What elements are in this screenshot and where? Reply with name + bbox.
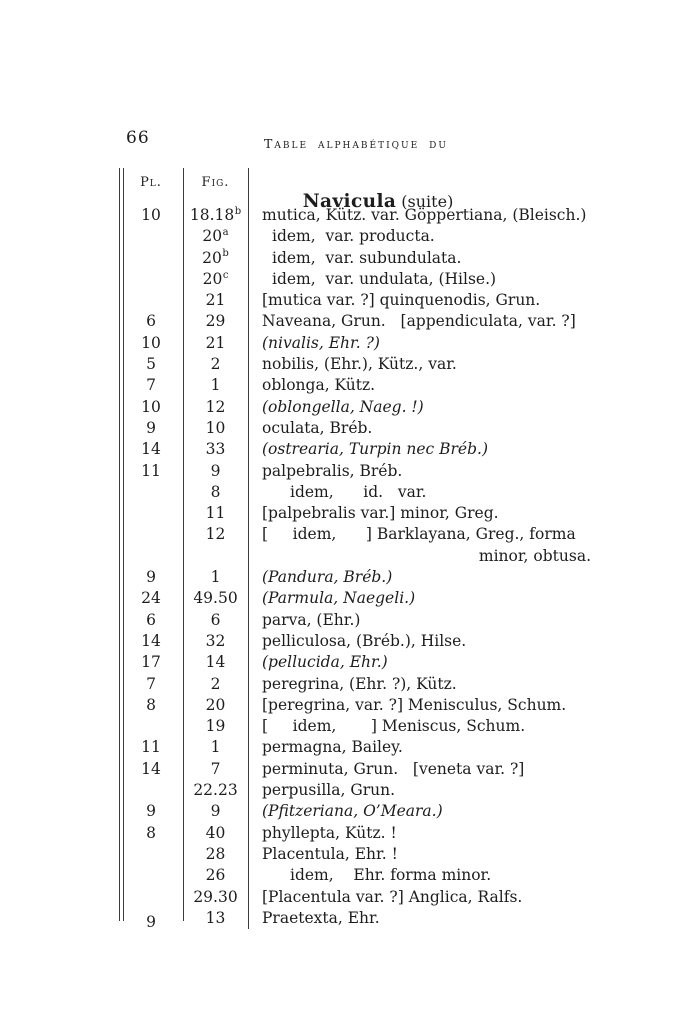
- table-row: [119, 461, 593, 482]
- pl-cell: [119, 269, 183, 290]
- table-row: [119, 354, 593, 375]
- fig-superscript: b: [222, 248, 229, 260]
- entry-cell: [248, 588, 593, 609]
- fig-cell: 7: [210, 759, 221, 778]
- table-row: [119, 759, 593, 780]
- pl-cell: [119, 524, 183, 545]
- fig-cell: 2: [210, 355, 221, 374]
- entry-text: palpebralis, Bréb.: [262, 461, 403, 480]
- table-row: [119, 610, 593, 631]
- entry-cell: [248, 908, 593, 929]
- fig-cell: 49.50: [193, 589, 238, 608]
- fig-cell: 6: [210, 610, 221, 629]
- entry-text: pelliculosa, (Bréb.), Hilse.: [262, 631, 467, 650]
- pl-cell: 9: [146, 418, 156, 437]
- entry-cell: [248, 716, 593, 737]
- entry-text: idem, var. producta.: [272, 227, 435, 246]
- table-row: [119, 567, 593, 588]
- table-row: [119, 674, 593, 695]
- pl-cell: [119, 226, 183, 247]
- column-header-pl: Pl.: [140, 175, 162, 190]
- table-row: [119, 631, 593, 652]
- fig-cell: 33: [205, 440, 226, 459]
- table-row: [119, 333, 593, 354]
- fig-cell: 20$^c$: [202, 269, 229, 288]
- table-row: [119, 801, 593, 822]
- fig-cell: 1: [210, 376, 221, 395]
- pl-cell: [119, 248, 183, 269]
- fig-cell: 26: [205, 866, 226, 885]
- fig-cell: 11: [205, 504, 226, 523]
- entry-text: [ idem, ] Barklayana, Greg., forma: [262, 525, 576, 544]
- pl-cell: 14: [141, 440, 161, 459]
- entry-cell: [248, 503, 593, 524]
- table-row: [119, 780, 593, 801]
- entry-cell: [248, 375, 593, 396]
- fig-cell: 29.30: [193, 887, 238, 906]
- table-body: [119, 205, 593, 929]
- pl-cell: [119, 503, 183, 524]
- entry-cell: [248, 674, 593, 695]
- fig-cell: 8: [210, 482, 221, 501]
- entry-cell: [248, 311, 593, 332]
- entry-text: (Pfitzeriana, O’Meara.): [262, 802, 443, 821]
- entry-cell: [248, 737, 593, 758]
- table-row: [119, 887, 593, 908]
- pl-cell: [119, 546, 183, 567]
- fig-cell: 21: [205, 333, 226, 352]
- pl-cell: 7: [146, 674, 156, 693]
- entry-cell: [248, 248, 593, 269]
- fig-cell: 14: [205, 653, 226, 672]
- pl-cell: 6: [146, 312, 156, 331]
- fig-cell: 1: [210, 738, 221, 757]
- running-header: Table alphabétique du: [264, 136, 448, 151]
- table-row: [119, 524, 593, 545]
- table-title: [248, 172, 593, 212]
- pl-cell: 7: [146, 376, 156, 395]
- table-row: [119, 375, 593, 396]
- table-row: [119, 844, 593, 865]
- pl-fig-divider-rule: [183, 168, 184, 921]
- fig-cell: 21: [205, 291, 226, 310]
- genus-title: Navicula: [302, 191, 397, 212]
- fig-superscript: a: [222, 227, 229, 239]
- entry-text: [ idem, ] Meniscus, Schum.: [262, 717, 526, 736]
- entry-text: [peregrina, var. ?] Menisculus, Schum.: [262, 695, 567, 714]
- fig-cell: 20: [205, 695, 226, 714]
- entry-cell: [248, 546, 593, 567]
- table-row: [119, 397, 593, 418]
- entry-cell: [248, 354, 593, 375]
- entry-cell: [248, 439, 593, 460]
- pl-cell: 11: [141, 461, 161, 480]
- fig-cell: 19: [205, 717, 226, 736]
- entry-text: (pellucida, Ehr.): [262, 653, 388, 672]
- entry-cell: [248, 823, 593, 844]
- table-row: [119, 737, 593, 758]
- entry-text: idem, var. undulata, (Hilse.): [272, 269, 497, 288]
- entry-text: Naveana, Grun. [appendiculata, var. ?]: [262, 312, 576, 331]
- pl-cell: 10: [141, 397, 161, 416]
- table-row: [119, 439, 593, 460]
- fig-cell: 13: [205, 908, 226, 927]
- table-row: [119, 226, 593, 247]
- pl-cell: [119, 780, 183, 801]
- entry-cell: [248, 205, 593, 226]
- entry-text: Praetexta, Ehr.: [262, 908, 380, 927]
- pl-cell: [119, 716, 183, 737]
- table-row: [119, 823, 593, 844]
- entry-text: permagna, Bailey.: [262, 738, 403, 757]
- index-table: [119, 168, 593, 929]
- entry-text: [palpebralis var.] minor, Greg.: [262, 504, 499, 523]
- entry-cell: [248, 695, 593, 716]
- entry-cell: [248, 759, 593, 780]
- table-left-double-rule: [119, 168, 124, 921]
- fig-cell: 20$^a$: [202, 227, 229, 246]
- table-row: [119, 652, 593, 673]
- pl-cell: [119, 482, 183, 503]
- entry-cell: [248, 844, 593, 865]
- pl-cell: 8: [146, 823, 156, 842]
- entry-cell: [248, 461, 593, 482]
- pl-cell: 8: [146, 695, 156, 714]
- entry-text: parva, (Ehr.): [262, 610, 361, 629]
- entry-cell: [248, 865, 593, 886]
- pl-cell: 14: [141, 631, 161, 650]
- entry-text: [Placentula var. ?] Anglica, Ralfs.: [262, 887, 523, 906]
- fig-cell: 28: [205, 844, 226, 863]
- entry-text: nobilis, (Ehr.), Kütz., var.: [262, 355, 457, 374]
- entry-continuation-text: minor, obtusa.: [478, 546, 591, 565]
- fig-cell: 32: [205, 631, 226, 650]
- pl-cell: [119, 887, 183, 908]
- table-row: [119, 716, 593, 737]
- entry-cell: [248, 610, 593, 631]
- entry-text: perminuta, Grun. [veneta var. ?]: [262, 759, 525, 778]
- fig-cell: 12: [205, 525, 226, 544]
- pl-cell: 24: [141, 589, 161, 608]
- entry-cell: [248, 524, 593, 545]
- fig-cell: 22.23: [193, 781, 238, 800]
- genus-title-suffix: (suite): [401, 192, 454, 211]
- table-row: [119, 865, 593, 886]
- fig-cell: 2: [210, 674, 221, 693]
- pl-cell: 14: [141, 759, 161, 778]
- fig-superscript: c: [222, 269, 229, 281]
- entry-cell: [248, 397, 593, 418]
- table-row: [119, 695, 593, 716]
- entry-cell: [248, 290, 593, 311]
- table-row: [119, 588, 593, 609]
- entry-text: Placentula, Ehr. !: [262, 844, 398, 863]
- table-row: [119, 908, 593, 929]
- entry-text: perpusilla, Grun.: [262, 781, 396, 800]
- entry-text: (Pandura, Bréb.): [262, 568, 393, 587]
- entry-text: oculata, Bréb.: [262, 418, 373, 437]
- pl-cell: 9: [146, 912, 156, 931]
- pl-cell: 10: [141, 333, 161, 352]
- fig-cell: 12: [205, 397, 226, 416]
- entry-text: phyllepta, Kütz. !: [262, 823, 397, 842]
- table-row: [119, 269, 593, 290]
- table-header-row: [119, 168, 593, 212]
- fig-entry-divider-rule: [248, 168, 249, 929]
- pl-cell: 10: [141, 206, 161, 224]
- table-row: [119, 503, 593, 524]
- pl-cell: 9: [146, 802, 156, 821]
- entry-cell: [248, 887, 593, 908]
- fig-cell: 20$^b$: [202, 248, 229, 267]
- page-number: 66: [126, 128, 150, 148]
- entry-text: oblonga, Kütz.: [262, 376, 376, 395]
- pl-cell: 6: [146, 610, 156, 629]
- table-row: [119, 205, 593, 226]
- table-row: [119, 311, 593, 332]
- entry-text: idem, id. var.: [290, 482, 427, 501]
- pl-cell: 17: [141, 653, 161, 672]
- entry-text: (nivalis, Ehr. ?): [262, 333, 380, 352]
- entry-cell: [248, 652, 593, 673]
- pl-cell: [119, 865, 183, 886]
- pl-cell: 9: [146, 568, 156, 587]
- entry-text: (oblongella, Naeg. !): [262, 397, 424, 416]
- entry-text: (Parmula, Naegeli.): [262, 589, 416, 608]
- fig-superscript: b: [234, 205, 242, 217]
- pl-cell: [119, 844, 183, 865]
- entry-cell: [248, 567, 593, 588]
- fig-cell: 10: [205, 418, 226, 437]
- table-row-continuation: [119, 546, 593, 567]
- fig-cell: 29: [205, 312, 226, 331]
- pl-cell: [119, 290, 183, 311]
- entry-cell: [248, 482, 593, 503]
- entry-text: peregrina, (Ehr. ?), Kütz.: [262, 674, 457, 693]
- entry-cell: [248, 801, 593, 822]
- table-row: [119, 290, 593, 311]
- fig-cell: 1: [210, 568, 221, 587]
- entry-cell: [248, 418, 593, 439]
- entry-cell: [248, 631, 593, 652]
- fig-cell: 40: [205, 823, 226, 842]
- entry-text: idem, Ehr. forma minor.: [290, 866, 492, 885]
- entry-text: [mutica var. ?] quinquenodis, Grun.: [262, 291, 541, 310]
- entry-cell: [248, 333, 593, 354]
- pl-cell: 11: [141, 738, 161, 757]
- table-row: [119, 418, 593, 439]
- entry-cell: [248, 226, 593, 247]
- fig-cell: 9: [210, 802, 221, 821]
- fig-cell: 18.18$^b$: [189, 205, 242, 224]
- pl-cell: 5: [146, 355, 156, 374]
- fig-cell: [183, 546, 248, 567]
- column-header-fig: Fig.: [201, 175, 230, 190]
- table-row: [119, 482, 593, 503]
- entry-text: mutica, Kütz. var. Göppertiana, (Bleisch.): [262, 206, 587, 224]
- entry-text: idem, var. subundulata.: [272, 248, 462, 267]
- entry-cell: [248, 269, 593, 290]
- fig-cell: 9: [210, 461, 221, 480]
- entry-cell: [248, 780, 593, 801]
- table-row: [119, 248, 593, 269]
- entry-text: (ostrearia, Turpin nec Bréb.): [262, 440, 488, 459]
